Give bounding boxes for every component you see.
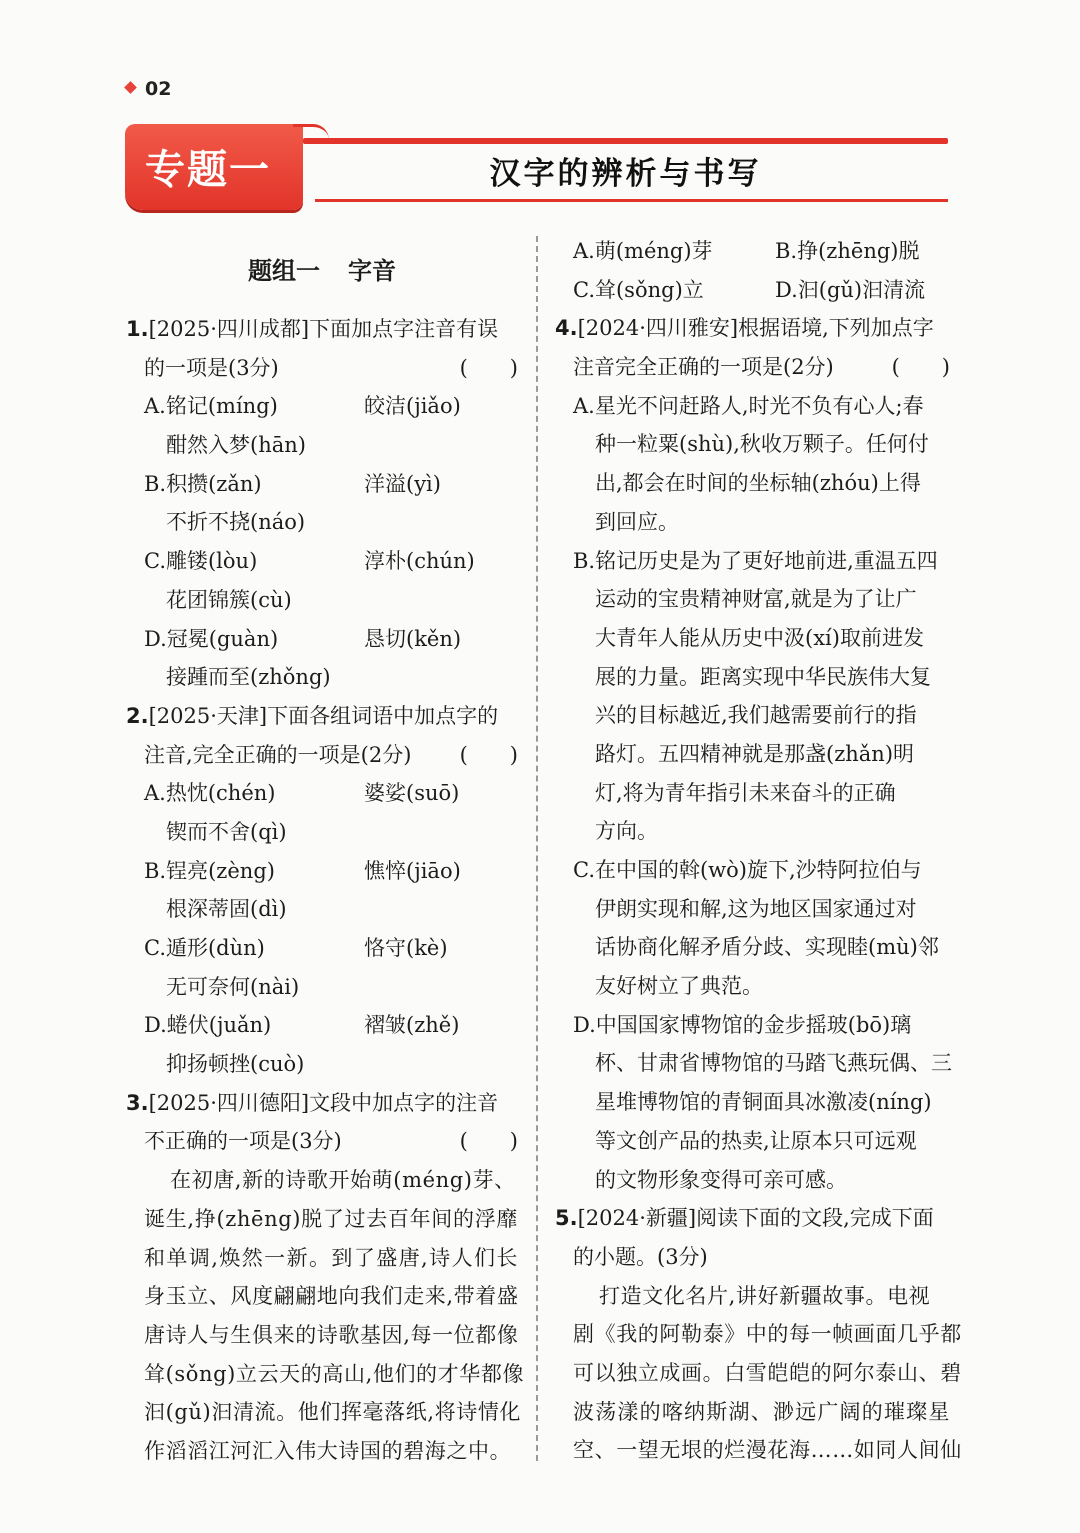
title-rule-top	[303, 138, 948, 144]
group-title: 题组一 字音	[248, 257, 396, 285]
topic-label: 专题一	[145, 147, 271, 193]
passage: 在初唐,新的诗歌开始萌(méng)芽、 诞生,挣(zhēng)脱了过去百年间的浮靡 和单调,焕然一新。到了盛唐,诗人们长 身玉立、风度翩翩地向我们走来,带着盛 唐诗人与生俱来的诗歌基因,每一位都像 耸(sǒng)立云天的高山,他们的才华都像 汩(gǔ)汩清流。他们挥毫落纸,将诗情化 作滔滔江河汇入伟大诗国的碧海之中。	[144, 1168, 525, 1463]
question-5: 5.[2024·新疆]阅读下面的文段,完成下面 的小题。(3分) 打造文化名片,讲好新疆故事。电视 剧《我的阿勒泰》中的每一帧画面几乎都 可以独立成画。白雪皑皑的阿尔泰山、碧 波荡漾的喀纳斯湖、渺远广阔的璀璨星 空、一望无垠的烂漫花海……如同人间仙	[555, 1199, 950, 1470]
option-d[interactable]: D.中国国家博物馆的金步摇玻(bō)璃	[573, 1012, 912, 1037]
answer-bracket[interactable]: ( )	[459, 742, 518, 767]
question-3-options	[555, 232, 950, 309]
title-rule-bottom	[315, 199, 948, 202]
option-b[interactable]: B.锃亮(zèng) 憔悴(jiāo)	[144, 858, 461, 883]
option-a[interactable]: A.星光不问赶路人,时光不负有心人;春	[573, 393, 924, 418]
question-2: 2.[2025·天津]下面各组词语中加点字的 注音,完全正确的一项是(2分) ( ) A.热忱(chén) 婆娑(suō) 锲而不舍(qì) B.锃亮(zèng) 憔悴(jiāo) 根深蒂固(dì) C.遁形(dùn) 恪守(kè) 无可奈何(nài) D.蜷伏(juǎn) 褶皱(zhě) 抑扬顿挫(cuò)	[126, 703, 518, 1077]
question-4: 4.[2024·四川雅安]根据语境,下列加点字 注音完全正确的一项是(2分) ( ) A.星光不问赶路人,时光不负有心人;春 种一粒粟(shù),秋收万颗子。任何付 出,都会在时间的坐标轴(zhóu)上得 到回应。 B.铭记历史是为了更好地前进,重温五四 运动的宝贵精神财富,就是为了让广 大青年人能从历史中汲(xí)取前进发 展的力量。距离实现中华民族伟大复 兴的目标越近,我们越需要前行的指 路灯。五四精神就是那盏(zhǎn)明 灯,将为青年指引未来奋斗的正确 方向。 C.在中国的斡(wò)旋下,沙特阿拉伯与 伊朗实现和解,这为地区国家通过对 话协商化解矛盾分歧、实现睦(mù)邻 友好树立了典范。 D.中国国家博物馆的金步摇玻(bō)璃 杯、甘肃省博物馆的马踏飞燕玩偶、三 星堆博物馆的青铜面具冰激凌(níng) 等文创产品的热卖,让原本只可远观 的文物形象变得可亲可感。	[555, 316, 952, 1192]
option-a[interactable]: A.热忱(chén) 婆娑(suō)	[144, 781, 460, 806]
option-row[interactable]: C.耸(sǒng)立 D.汩(gǔ)汩清流	[573, 277, 926, 302]
answer-bracket[interactable]: ( )	[459, 355, 518, 380]
option-d[interactable]: D.冠冕(guàn) 恳切(kěn)	[144, 626, 462, 651]
passage: 打造文化名片,讲好新疆故事。电视 剧《我的阿勒泰》中的每一帧画面几乎都 可以独立成画。白雪皑皑的阿尔泰山、碧 波荡漾的喀纳斯湖、渺远广阔的璀璨星 空、一望无垠的烂漫花海……如同人间仙	[573, 1283, 962, 1463]
column-divider	[536, 236, 538, 1461]
option-c[interactable]: C.雕镂(lòu) 淳朴(chún)	[144, 549, 475, 574]
option-d[interactable]: D.蜷伏(juǎn) 褶皱(zhě)	[144, 1013, 460, 1038]
option-c[interactable]: C.在中国的斡(wò)旋下,沙特阿拉伯与	[573, 858, 922, 882]
option-b[interactable]: B.铭记历史是为了更好地前进,重温五四	[573, 548, 938, 573]
option-b[interactable]: B.积攒(zǎn) 洋溢(yì)	[144, 471, 441, 496]
question-1: 1.[2025·四川成都]下面加点字注音有误 的一项是(3分) ( ) A.铭记(míng) 皎洁(jiǎo) 酣然入梦(hān) B.积攒(zǎn) 洋溢(yì) 不折不挠(náo) C.雕镂(lòu) 淳朴(chún) 花团锦簇(cù) D.冠冕(guàn) 恳切(kěn) 接踵而至(zhǒng)	[126, 317, 518, 690]
option-a[interactable]: A.铭记(míng) 皎洁(jiǎo)	[144, 394, 461, 419]
topic-title: 汉字的辨析与书写	[489, 156, 762, 192]
answer-bracket[interactable]: ( )	[891, 355, 950, 380]
answer-bracket[interactable]: ( )	[459, 1129, 518, 1154]
page-number: 02	[126, 78, 171, 100]
question-3: 3.[2025·四川德阳]文段中加点字的注音 不正确的一项是(3分) ( ) 在初唐,新的诗歌开始萌(méng)芽、 诞生,挣(zhēng)脱了过去百年间的浮靡 和单调,焕然一新。到了盛唐,诗人们长 身玉立、风度翩翩地向我们走来,带着盛 唐诗人与生俱来的诗歌基因,每一位都像 耸(sǒng)立云天的高山,他们的才华都像 汩(gǔ)汩清流。他们挥毫落纸,将诗情化 作滔滔江河汇入伟大诗国的碧海之中。	[126, 1084, 518, 1471]
left-column	[126, 232, 525, 1471]
option-row[interactable]: A.萌(méng)芽 B.挣(zhēng)脱	[573, 239, 920, 263]
option-c[interactable]: C.遁形(dùn) 恪守(kè)	[144, 936, 448, 960]
diamond-bullet-icon	[124, 81, 137, 94]
topic-banner	[125, 124, 303, 210]
right-column	[555, 232, 962, 1470]
